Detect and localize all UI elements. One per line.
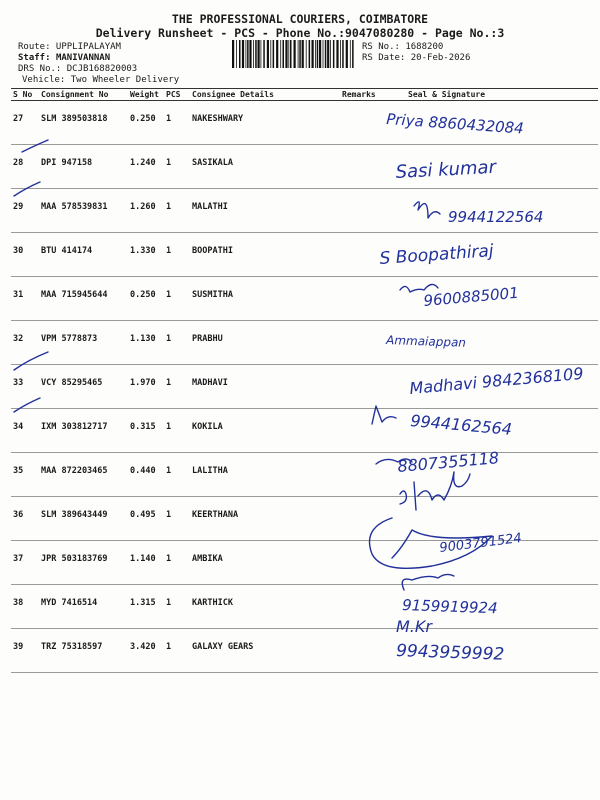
cell-remarks: [340, 409, 378, 453]
cell-consignment: MAA 578539831: [39, 189, 128, 233]
cell-signature: [378, 629, 598, 673]
col-signature: Seal & Signature: [378, 89, 598, 101]
cell-consignment: DPI 947158: [39, 145, 128, 189]
barcode-bar: [283, 40, 285, 68]
cell-sno: 34: [11, 409, 39, 453]
cell-consignment: TRZ 75318597: [39, 629, 128, 673]
signature-33: Madhavi 9842368109: [408, 363, 585, 398]
cell-signature: [378, 145, 598, 189]
cell-pcs: 1: [164, 233, 190, 277]
barcode-bar: [280, 40, 281, 68]
vehicle-label: Vehicle: Two Wheeler Delivery: [22, 75, 180, 85]
cell-consignment: MAA 872203465: [39, 453, 128, 497]
barcode-bar: [276, 40, 278, 68]
cell-remarks: [340, 321, 378, 365]
signature-32: Ammaiappan: [385, 333, 467, 350]
cell-signature: [378, 409, 598, 453]
cell-consignee: KARTHICK: [190, 585, 340, 629]
cell-sno: 27: [11, 101, 39, 145]
cell-consignment: JPR 503183769: [39, 541, 128, 585]
cell-signature: [378, 541, 598, 585]
cell-weight: 0.495: [128, 497, 164, 541]
cell-signature: [378, 277, 598, 321]
signature-37: 9003791524: [438, 531, 523, 556]
signature-38: 9159919924: [401, 596, 498, 618]
cell-sno: 30: [11, 233, 39, 277]
cell-weight: 0.440: [128, 453, 164, 497]
signature-29: 9944122564: [448, 208, 544, 226]
cell-consignee: NAKESHWARY: [190, 101, 340, 145]
barcode-bar: [249, 40, 251, 68]
staff-name: MANIVANNAN: [55, 53, 111, 63]
cell-sno: 28: [11, 145, 39, 189]
cell-sno: 36: [11, 497, 39, 541]
col-consignee: Consignee Details: [190, 89, 340, 101]
cell-consignment: SLM 389503818: [39, 101, 128, 145]
barcode-bar: [325, 40, 327, 68]
barcode-bar: [323, 40, 324, 68]
barcode-bar: [261, 40, 262, 68]
cell-weight: 0.250: [128, 277, 164, 321]
barcode-bar: [285, 40, 287, 68]
barcode-bar: [330, 40, 331, 68]
cell-consignee: SUSMITHA: [190, 277, 340, 321]
table-row: [11, 453, 598, 497]
barcode-bar: [312, 40, 314, 68]
barcode-bar: [346, 40, 348, 68]
col-consignment: Consignment No: [39, 89, 128, 101]
barcode-bar: [246, 40, 247, 68]
cell-pcs: 1: [164, 101, 190, 145]
cell-consignment: BTU 414174: [39, 233, 128, 277]
signature-31: 9600885001: [422, 283, 520, 310]
table-row: [11, 277, 598, 321]
cell-sno: 39: [11, 629, 39, 673]
barcode-bar: [306, 40, 307, 68]
rs-number: RS No.: 1688200: [362, 42, 444, 52]
cell-consignee: KOKILA: [190, 409, 340, 453]
signature-28: Sasi kumar: [395, 156, 497, 183]
cell-sno: 35: [11, 453, 39, 497]
barcode-bar: [288, 40, 289, 68]
signature-30: S Boopathiraj: [378, 241, 495, 269]
signature-34: 9944162564: [409, 411, 513, 439]
cell-signature: [378, 365, 598, 409]
barcode-bar: [350, 40, 351, 68]
cell-remarks: [340, 233, 378, 277]
cell-pcs: 1: [164, 409, 190, 453]
table-row: [11, 409, 598, 453]
cell-consignee: LALITHA: [190, 453, 340, 497]
cell-weight: 1.330: [128, 233, 164, 277]
cell-sno: 32: [11, 321, 39, 365]
signature-27: Priya 8860432084: [385, 110, 525, 138]
cell-weight: 1.130: [128, 321, 164, 365]
cell-sno: 31: [11, 277, 39, 321]
cell-weight: 1.260: [128, 189, 164, 233]
cell-consignee: AMBIKA: [190, 541, 340, 585]
barcode-bar: [236, 40, 237, 68]
cell-signature: [378, 233, 598, 277]
barcode-bar: [336, 40, 338, 68]
col-sno: S No: [11, 89, 39, 101]
barcode-bar: [242, 40, 244, 68]
barcode-bar: [352, 40, 354, 68]
cell-pcs: 1: [164, 541, 190, 585]
cell-pcs: 1: [164, 585, 190, 629]
cell-consignment: IXM 303812717: [39, 409, 128, 453]
drs-number: DRS No.: DCJB168820003: [18, 64, 138, 74]
table-header: [11, 89, 598, 101]
barcode-bar: [315, 40, 316, 68]
cell-consignee: BOOPATHI: [190, 233, 340, 277]
col-remarks: Remarks: [340, 89, 378, 101]
cell-consignee: PRABHU: [190, 321, 340, 365]
table-row: [11, 585, 598, 629]
barcode-bar: [267, 40, 269, 68]
cell-signature: [378, 497, 598, 541]
cell-pcs: 1: [164, 497, 190, 541]
cell-consignee: MADHAVI: [190, 365, 340, 409]
cell-consignment: MAA 715945644: [39, 277, 128, 321]
cell-remarks: [340, 277, 378, 321]
runsheet-subtitle: Delivery Runsheet - PCS - Phone No.:9047080280 - Page No.:3: [95, 26, 505, 40]
barcode-bar: [319, 40, 321, 68]
barcode-bar: [317, 40, 319, 68]
table-row: [11, 541, 598, 585]
cell-weight: 0.315: [128, 409, 164, 453]
table-row: [11, 233, 598, 277]
cell-remarks: [340, 585, 378, 629]
cell-pcs: 1: [164, 321, 190, 365]
cell-remarks: [340, 541, 378, 585]
cell-consignee: SASIKALA: [190, 145, 340, 189]
table-row: [11, 497, 598, 541]
barcode-bar: [290, 40, 292, 68]
cell-consignee: GALAXY GEARS: [190, 629, 340, 673]
signature-39: 9943959992: [395, 641, 505, 665]
barcode: [232, 40, 355, 68]
cell-sno: 38: [11, 585, 39, 629]
barcode-bar: [255, 40, 257, 68]
col-weight: Weight: [128, 89, 164, 101]
barcode-bar: [239, 40, 241, 68]
barcode-bar: [342, 40, 344, 68]
staff-label: Staff:: [18, 53, 56, 63]
cell-remarks: [340, 365, 378, 409]
cell-sno: 33: [11, 365, 39, 409]
cell-pcs: 1: [164, 277, 190, 321]
cell-remarks: [340, 189, 378, 233]
barcode-bar: [340, 40, 341, 68]
barcode-bar: [327, 40, 329, 68]
cell-pcs: 1: [164, 629, 190, 673]
cell-remarks: [340, 497, 378, 541]
table-row: [11, 321, 598, 365]
cell-pcs: 1: [164, 365, 190, 409]
cell-consignment: MYD 7416514: [39, 585, 128, 629]
runsheet-table: [11, 88, 598, 673]
signature-35: 8807355118: [396, 448, 500, 476]
cell-remarks: [340, 453, 378, 497]
company-title: THE PROFESSIONAL COURIERS, COIMBATORE: [171, 12, 429, 26]
barcode-bar: [232, 40, 234, 68]
cell-remarks: [340, 145, 378, 189]
cell-weight: 1.240: [128, 145, 164, 189]
barcode-bar: [258, 40, 260, 68]
col-pcs: PCS: [164, 89, 190, 101]
barcode-bar: [299, 40, 301, 68]
table-row: [11, 101, 598, 145]
barcode-bar: [247, 40, 249, 68]
cell-weight: 1.970: [128, 365, 164, 409]
cell-weight: 1.315: [128, 585, 164, 629]
barcode-bar: [270, 40, 271, 68]
cell-consignment: VCY 85295465: [39, 365, 128, 409]
cell-sno: 29: [11, 189, 39, 233]
cell-signature: [378, 321, 598, 365]
table-row: [11, 145, 598, 189]
table-row: [11, 189, 598, 233]
cell-signature: [378, 189, 598, 233]
cell-remarks: [340, 101, 378, 145]
cell-weight: 3.420: [128, 629, 164, 673]
cell-pcs: 1: [164, 145, 190, 189]
cell-consignee: KEERTHANA: [190, 497, 340, 541]
barcode-bar: [333, 40, 335, 68]
cell-remarks: [340, 629, 378, 673]
cell-pcs: 1: [164, 189, 190, 233]
cell-consignee: MALATHI: [190, 189, 340, 233]
cell-sno: 37: [11, 541, 39, 585]
barcode-bar: [263, 40, 265, 68]
barcode-bar: [298, 40, 299, 68]
signature-39-name: M.Kr: [396, 617, 432, 636]
cell-consignment: VPM 5778873: [39, 321, 128, 365]
cell-weight: 1.140: [128, 541, 164, 585]
barcode-bar: [294, 40, 296, 68]
cell-signature: [378, 101, 598, 145]
cell-signature: [378, 585, 598, 629]
staff-line: [18, 53, 110, 63]
table-row: [11, 365, 598, 409]
cell-pcs: 1: [164, 453, 190, 497]
rs-date: RS Date: 20-Feb-2026: [362, 53, 471, 63]
cell-signature: [378, 453, 598, 497]
table-row: [11, 629, 598, 673]
barcode-bar: [309, 40, 311, 68]
barcode-bar: [273, 40, 275, 68]
cell-consignment: SLM 389643449: [39, 497, 128, 541]
cell-weight: 0.250: [128, 101, 164, 145]
route-label: Route: UPPLIPALAYAM: [18, 42, 121, 52]
barcode-bar: [253, 40, 254, 68]
barcode-bar: [302, 40, 304, 68]
